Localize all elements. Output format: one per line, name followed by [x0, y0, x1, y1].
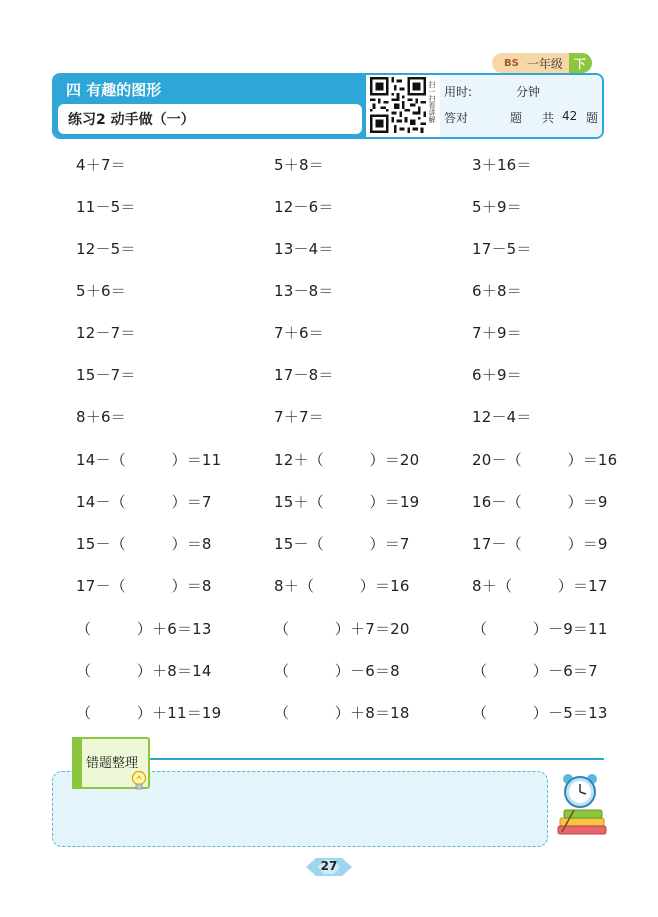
- time-label: 用时:: [444, 85, 473, 99]
- exercise-item: 14－（ ）＝7: [76, 493, 212, 511]
- exercise-item: 5＋9＝: [472, 198, 522, 216]
- title-panel: [54, 75, 366, 137]
- questions-unit: 题: [510, 111, 523, 125]
- exercise-item: 11－5＝: [76, 198, 136, 216]
- exercise-item: 15－（ ）＝7: [274, 535, 410, 553]
- exercise-item: （ ）－5＝13: [472, 704, 608, 722]
- series-label: BS: [504, 57, 519, 69]
- exercise-item: （ ）＋11＝19: [76, 704, 222, 722]
- exercise-item: 4＋7＝: [76, 156, 126, 174]
- exercise-item: 15＋（ ）＝19: [274, 493, 420, 511]
- lesson-title: 练习2 动手做（一）: [68, 112, 195, 128]
- exercise-item: 12－5＝: [76, 240, 136, 258]
- lightbulb-icon: [130, 770, 148, 792]
- total-count: 42: [562, 109, 578, 123]
- exercise-item: 13－4＝: [274, 240, 334, 258]
- grade-label: 一年级: [526, 56, 563, 71]
- info-panel: [440, 75, 602, 137]
- exercise-item: 17－5＝: [472, 240, 532, 258]
- exercise-item: 14－（ ）＝11: [76, 451, 222, 469]
- exercise-item: 15－7＝: [76, 366, 136, 384]
- exercise-item: 5＋6＝: [76, 282, 126, 300]
- unit-title: 四 有趣的图形: [66, 81, 162, 99]
- exercise-item: 7＋6＝: [274, 324, 324, 342]
- exercise-item: 8＋（ ）＝17: [472, 577, 608, 595]
- exercise-item: 8＋（ ）＝16: [274, 577, 410, 595]
- exercise-item: 20－（ ）＝16: [472, 451, 618, 469]
- exercise-item: （ ）－6＝7: [472, 662, 598, 680]
- exercise-item: （ ）＋8＝18: [274, 704, 410, 722]
- exercise-item: 12＋（ ）＝20: [274, 451, 420, 469]
- time-row: [444, 83, 541, 100]
- section-divider: [150, 758, 604, 760]
- clock-books-icon: [554, 770, 610, 836]
- exercise-item: （ ）－9＝11: [472, 620, 608, 638]
- exercise-item: 17－（ ）＝8: [76, 577, 212, 595]
- exercise-item: 13－8＝: [274, 282, 334, 300]
- exercise-item: 12－6＝: [274, 198, 334, 216]
- qr-code-icon[interactable]: [370, 77, 426, 133]
- grade-tag-main: [492, 53, 569, 73]
- page-number: [306, 854, 352, 880]
- notebook-spine: [72, 737, 82, 789]
- lesson-header: [52, 73, 604, 139]
- correct-label: 答对: [444, 111, 469, 125]
- grade-tag: [492, 53, 592, 73]
- exercise-item: 17－（ ）＝9: [472, 535, 608, 553]
- semester-label: 下: [569, 53, 592, 73]
- exercise-item: （ ）＋8＝14: [76, 662, 212, 680]
- page-number-text: 27: [320, 859, 338, 873]
- total-label: 共: [542, 111, 555, 125]
- exercise-item: 12－4＝: [472, 408, 532, 426]
- total-unit: 题: [586, 111, 599, 125]
- mistakes-label: 错题整理: [86, 756, 139, 771]
- qr-caption: 扫一扫看讲解: [428, 81, 436, 123]
- exercise-item: （ ）－6＝8: [274, 662, 400, 680]
- time-unit: 分钟: [516, 85, 541, 99]
- exercise-item: 15－（ ）＝8: [76, 535, 212, 553]
- exercise-item: 6＋9＝: [472, 366, 522, 384]
- exercise-item: 8＋6＝: [76, 408, 126, 426]
- exercise-item: 17－8＝: [274, 366, 334, 384]
- exercise-item: （ ）＋6＝13: [76, 620, 212, 638]
- exercise-item: 3＋16＝: [472, 156, 532, 174]
- exercise-item: 16－（ ）＝9: [472, 493, 608, 511]
- lesson-box: [58, 104, 362, 134]
- exercise-item: （ ）＋7＝20: [274, 620, 410, 638]
- exercise-item: 7＋9＝: [472, 324, 522, 342]
- exercise-item: 7＋7＝: [274, 408, 324, 426]
- exercise-item: 6＋8＝: [472, 282, 522, 300]
- exercise-item: 5＋8＝: [274, 156, 324, 174]
- exercise-item: 12－7＝: [76, 324, 136, 342]
